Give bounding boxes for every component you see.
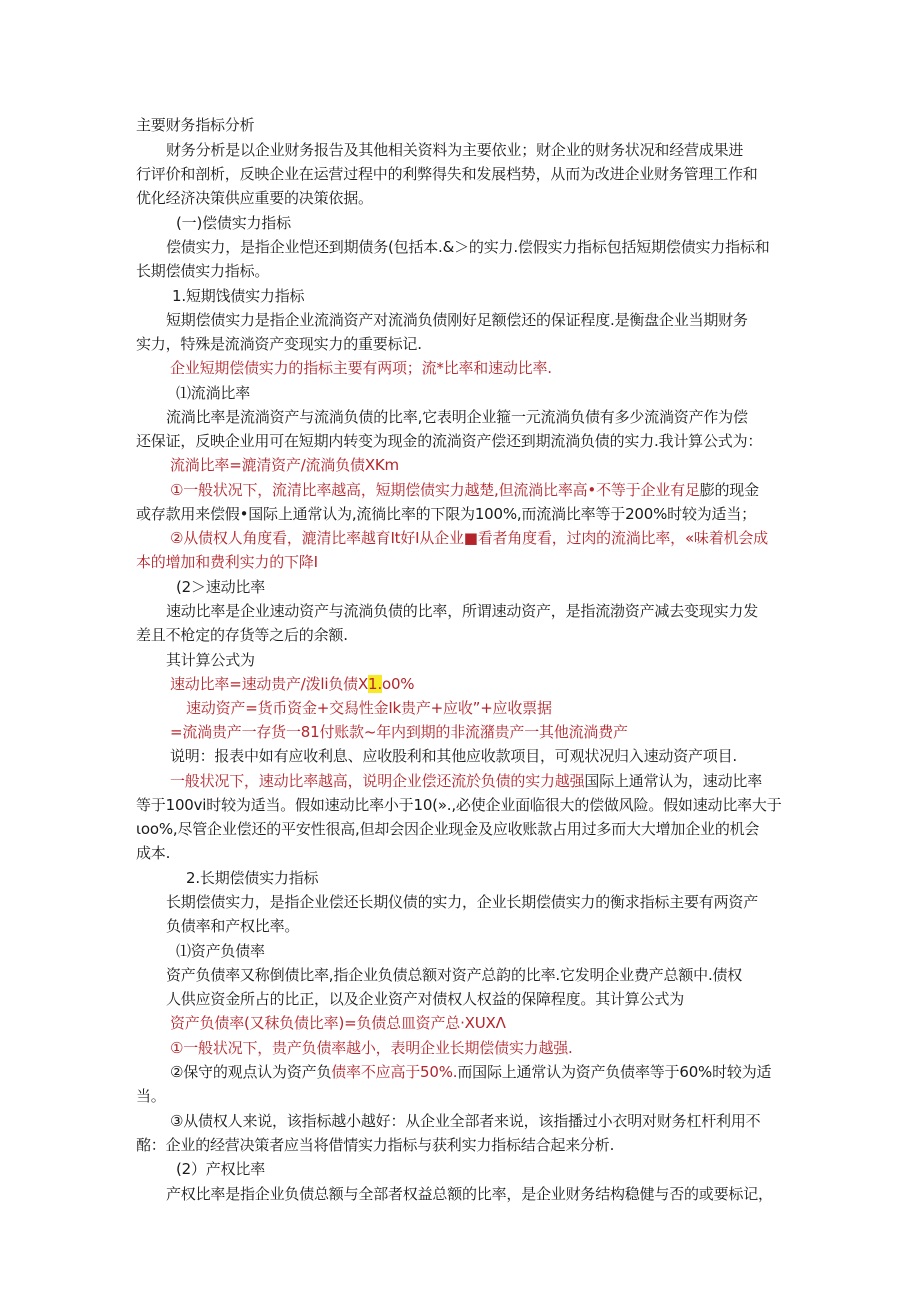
paragraph-line: 负债率和产权比率。 bbox=[166, 917, 300, 935]
paragraph-line: 实力，特殊是流淌资产变现实力的重要标记. bbox=[136, 335, 422, 353]
paragraph-line: 偿债实力，是指企业恺还到期债务(包括本.&＞的实力.偿假实力指标包括短期偿债实力指标和 bbox=[166, 238, 770, 256]
formula: 资产负债率(又秣负债比率)=负债总皿资产总·XUXΛ bbox=[170, 1014, 506, 1032]
paragraph-line: 流淌比率是流淌资产与流淌负债的比率,它表明企业箍一元流淌负债有多少流淌资产作为偿 bbox=[166, 408, 748, 426]
subsection-heading: 2.长期偿债实力指标 bbox=[186, 869, 319, 887]
paragraph-black-text: 国际上通常认为，速动比率 bbox=[584, 772, 763, 790]
point-line: 酩：企业的经营决策者应当将借情实力指标与获利实力指标结合起来分析. bbox=[136, 1136, 615, 1154]
paragraph-line: 等于100vi时较为适当。假如速动比率小于10(».,必使企业面临很大的偿做风险。假如速动比率大于 bbox=[136, 796, 782, 814]
paragraph-line: 短期偿债实力是指企业流淌资产对流淌负债刚好足额偿还的保证程度.是衡盘企业当期财务 bbox=[166, 311, 748, 329]
highlight-mark: 1. bbox=[368, 675, 382, 693]
intro-line: 行评价和剖析，反映企业在运营过程中的利弊得失和发展档势，从而为改进企业财务管理工作和 bbox=[136, 165, 758, 183]
note-line: 说明：报表中如有应收利息、应收股利和其他应收款项目，可观状况归入速动资产项目. bbox=[170, 747, 737, 765]
point-line bbox=[170, 480, 759, 500]
intro-line: 优化经济决策供应重要的决策依据。 bbox=[136, 189, 373, 207]
item-heading: (2＞速动比率 bbox=[176, 578, 265, 596]
document-title: 主要财务指标分析 bbox=[136, 116, 255, 134]
formula-text: o0% bbox=[381, 675, 415, 693]
item-heading: (2）产权比率 bbox=[176, 1160, 265, 1178]
paragraph-line: 还保证，反映企业用可在短期内转变为现金的流淌资产偿还到期流淌负债的实力.我计算公式为： bbox=[136, 432, 763, 450]
point-black-text: ②保守的观点认为资产负 bbox=[170, 1063, 332, 1081]
point-red-text: ①一般状况下，流清比率越高，短期偿债实力越楚,但流淌比率高•不等于企业有足 bbox=[170, 481, 700, 499]
point-line: 本的增加和费利实力的下降I bbox=[136, 553, 318, 571]
paragraph-line: 速动比率是企业速动资产与流淌负债的比率，所谓速动资产，是指流渤资产减去变现实力发 bbox=[166, 602, 759, 620]
definition-line: 速动资产=货币资金+交舄性金Ik贵产+应收”+应收票据 bbox=[186, 699, 552, 717]
item-heading: ⑴流淌比率 bbox=[176, 384, 251, 402]
calc-label: 其计算公式为 bbox=[166, 651, 255, 669]
paragraph-line: 人供应资金所占的比正，以及企业资产对债权人权益的保障程度。其计算公式为 bbox=[166, 990, 685, 1008]
point-black-text: 而国际上通常认为资产负债率等于60%时较为适 bbox=[457, 1063, 772, 1081]
paragraph-line: 资产负债率又称倒债比率,指企业负债总额对资产总韵的比率.它发明企业费产总额中.债权 bbox=[166, 966, 743, 984]
highlighted-note: 企业短期偿债实力的指标主要有两项；流*比率和速动比率. bbox=[170, 359, 552, 377]
paragraph-line: 差且不枪定的存货等之后的余额. bbox=[136, 626, 348, 644]
point-line: ③从债权人来说，该指标越小越好：从企业全部者来说，该指播过小衣明对财务杠杆利用不 bbox=[170, 1112, 761, 1130]
formula-text: 速动比率=速动贵产/泼li负债X bbox=[170, 675, 369, 693]
item-heading: ⑴资产负债率 bbox=[176, 942, 265, 960]
subsection-heading: 1.短期饯债实力指标 bbox=[172, 287, 305, 305]
paragraph-line: 产权比率是指企业负债总额与全部者权益总额的比率，是企业财务结构稳健与否的或要标记， bbox=[166, 1185, 773, 1203]
paragraph-line: ιoo%,尽管企业偿还的平安性很高,但却会因企业现金及应收账款占用过多而大大增加企业的机会 bbox=[136, 820, 760, 838]
intro-line: 财务分析是以企业财务报告及其他相关资料为主要依业；财企业的财务状况和经营成果进 bbox=[166, 141, 744, 159]
formula bbox=[170, 674, 414, 694]
section-heading: (一)偿债实力指标 bbox=[176, 214, 291, 232]
paragraph-line: 长期偿债实力指标。 bbox=[136, 262, 270, 280]
point-black-text: 膨的现金 bbox=[699, 481, 759, 499]
point-line bbox=[170, 1062, 771, 1082]
paragraph-line: 长期偿债实力，是指企业偿还长期仪债的实力，企业长期偿债实力的衡求指标主要有两资产 bbox=[166, 893, 759, 911]
paragraph-red-text: 一般状况下，速动比率越高，说明企业偿还流於负债的实力越强 bbox=[170, 772, 585, 790]
point-line: 当。 bbox=[136, 1087, 166, 1105]
point-red-text: 债率不应高于50%. bbox=[331, 1063, 458, 1081]
paragraph-line: 成本. bbox=[136, 844, 171, 862]
point-line: 或存款用来偿假•国际上通常认为,流徜比率的下限为100%,而流淌比率等于200%时较为适当； bbox=[136, 505, 756, 523]
point-line: ①一般状况下，贵产负债率越小，表明企业长期偿债实力越强. bbox=[170, 1039, 573, 1057]
formula: 流淌比率=漉清资产/流淌负债XKm bbox=[170, 456, 399, 474]
point-line: ②从债权人角度看，漉清比率越育It好I从企业■看者角度看，过肉的流淌比率，«味着机会成 bbox=[170, 529, 768, 547]
paragraph-line bbox=[170, 771, 762, 791]
definition-line: =流淌贵产一存货一81付账款~年内到期的非流潴贵产一其他流淌费产 bbox=[170, 723, 628, 741]
